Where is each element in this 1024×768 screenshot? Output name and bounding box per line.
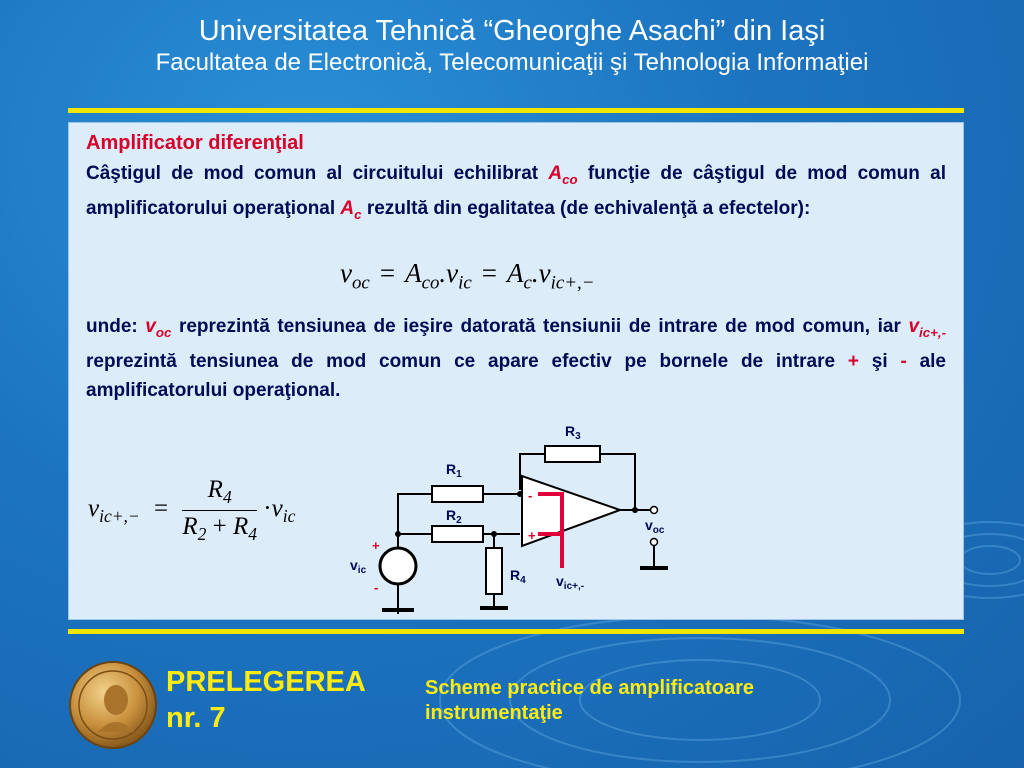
op-amp-symbol: [522, 476, 620, 546]
plus-sign: +: [847, 350, 859, 372]
resistor-r2: [432, 526, 483, 542]
lecture-topic: Scheme practice de amplificatoare instrumentaţie: [425, 677, 755, 724]
equation-voltage-divider: $v_{ic+,-}$ = $\frac{R_4}{R_2 + R_4}$ $\cdot v_{ic}$: [88, 476, 296, 544]
vic-symbol: $v_{ic+,-}$: [908, 316, 946, 340]
svg-text:voc: $v_{oc}$: [645, 517, 665, 536]
top-divider: [68, 108, 964, 113]
slide-header: [0, 14, 1024, 78]
university-name: Universitatea Tehnică “Gheorghe Asachi” din Iaşi: [198, 15, 826, 47]
svg-text:R4: $R_4$: [510, 567, 526, 586]
ac-symbol: $A_c$: [340, 197, 362, 222]
paragraph-common-mode-gain: Câştigul de mod comun al circuitului echilibrat $A_{co}$ funcţie de câştigul de mod comun al amplificatorului operaţional $A_c$ rezultă din egalitatea (de echivalenţă a efectelor):: [86, 163, 946, 222]
svg-text:+: +: [372, 538, 380, 553]
svg-text:R2: $R_2$: [446, 507, 462, 526]
voc-symbol: $v_{oc}$: [145, 316, 172, 340]
paragraph-definitions: unde: $v_{oc}$ reprezintă tensiunea de ieşire datorată tensiunii de intrare de mod comun, iar $v_{ic+,-}$ reprezintă tensiunea de mod comun ce apare efectiv pe bornele de intrare + şi - ale amplificatorului operaţional.: [86, 316, 946, 401]
equation-gain-equivalence: $v_{oc} = A_{co}.v_{ic} = A_c.v_{ic+,-}$: [340, 258, 595, 294]
fraction: $\frac{R_4}{R_2 + R_4}$: [182, 476, 258, 544]
svg-text:-: -: [528, 488, 533, 503]
svg-text:R1: $R_1$: [446, 461, 462, 480]
slide-title: Amplificator diferenţial: [86, 132, 304, 154]
differential-amplifier-schematic: [340, 418, 700, 618]
svg-text:+: +: [528, 528, 536, 543]
bottom-divider: [68, 629, 964, 634]
svg-text:vic+,-: $v_{ic+,-}$: [556, 573, 585, 592]
resistor-r1: [432, 486, 483, 502]
svg-text:vic: $v_{ic}$: [350, 557, 367, 576]
university-medal-logo: [68, 660, 158, 750]
aco-symbol: $A_{co}$: [548, 163, 578, 187]
faculty-name: Facultatea de Electronică, Telecomunicaţii şi Tehnologia Informaţiei: [155, 49, 869, 76]
minus-sign: -: [900, 350, 907, 372]
resistor-r4: [486, 548, 502, 594]
svg-text:-: -: [374, 580, 379, 595]
voltage-source-symbol: [380, 548, 416, 584]
lecture-number: PRELEGEREA nr. 7: [166, 666, 366, 734]
resistor-r3: [545, 446, 600, 462]
svg-text:R3: $R_3$: [565, 423, 581, 442]
